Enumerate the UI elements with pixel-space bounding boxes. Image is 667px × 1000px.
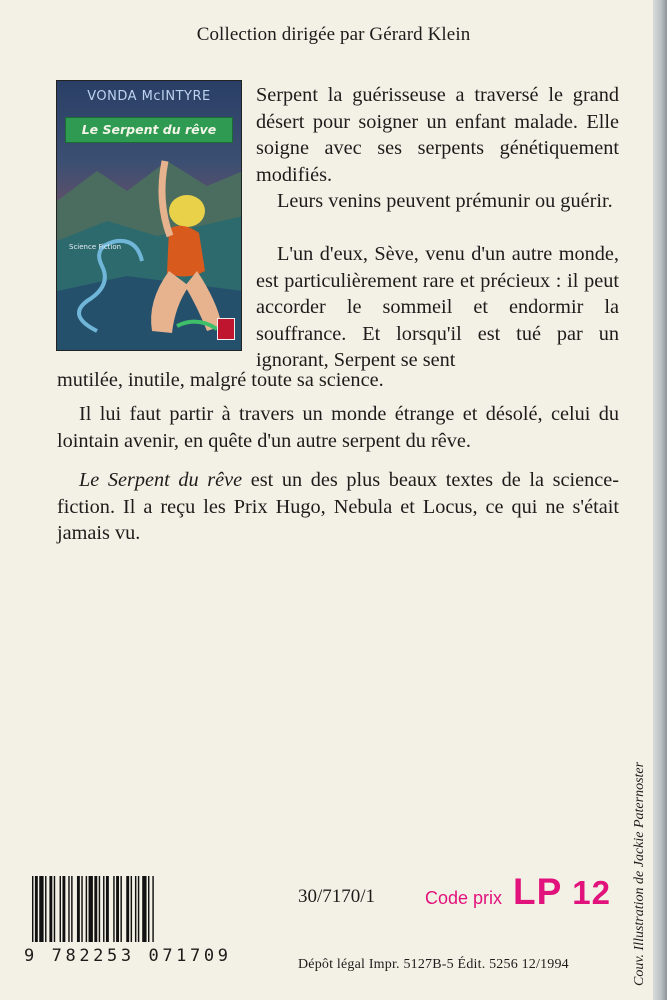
spine-edge bbox=[653, 0, 667, 1000]
collection-header: Collection dirigée par Gérard Klein bbox=[196, 24, 471, 45]
ean-digits: 9 782253 071709 bbox=[24, 946, 232, 966]
code-prix-label: Code prix bbox=[425, 888, 503, 908]
barcode-bar bbox=[148, 876, 149, 942]
synopsis-paragraph-5 bbox=[57, 467, 619, 547]
barcode-bar bbox=[94, 876, 97, 942]
barcode-bar bbox=[131, 876, 132, 942]
synopsis-paragraph-5-rest: est un des plus beaux textes de la science-fiction. Il a reçu les Prix Hugo, Nebula et Locus, ce qui ne s'était jamais vu. bbox=[57, 469, 620, 545]
price-number: 12 bbox=[572, 874, 611, 911]
barcode-bar bbox=[126, 876, 129, 942]
book-title-italic: Le Serpent du rêve bbox=[79, 469, 243, 491]
barcode-bar bbox=[77, 876, 80, 942]
synopsis-paragraph-3: L'un d'eux, Sève, venu d'un autre monde, est particulièrement rare et précieux : il peut accorder le sommeil et endormir la souffrance. Et lorsqu'il est tué par un ignorant, Serpent se sent bbox=[256, 243, 619, 372]
cover-credit: Couv. Illustration de Jackie Paternoster bbox=[632, 761, 647, 986]
synopsis-paragraph-3-end: mutilée, inutile, malgré toute sa science. bbox=[57, 369, 384, 391]
barcode-bar bbox=[106, 876, 109, 942]
barcode-bar bbox=[60, 876, 61, 942]
cover-thumbnail bbox=[56, 80, 242, 351]
barcode-bar bbox=[86, 876, 87, 942]
barcode-bar bbox=[49, 876, 52, 942]
barcode-bar bbox=[68, 876, 69, 942]
barcode-bar bbox=[35, 876, 38, 942]
barcode-bar bbox=[62, 876, 65, 942]
barcode-bar bbox=[89, 876, 93, 942]
barcode-bar bbox=[138, 876, 139, 942]
code-number: 30/7170/1 bbox=[298, 886, 376, 907]
barcode-bar bbox=[54, 876, 55, 942]
barcode-bar bbox=[142, 876, 146, 942]
cover-author: VONDA McINTYRE bbox=[87, 89, 211, 104]
publisher-logo bbox=[217, 318, 235, 340]
price-code bbox=[513, 871, 611, 913]
cover-series-label: Science Fiction bbox=[69, 243, 122, 251]
price-prefix: LP bbox=[513, 871, 563, 912]
barcode-bar bbox=[81, 876, 82, 942]
barcode-bar bbox=[135, 876, 136, 942]
barcode-bar bbox=[71, 876, 72, 942]
barcode-bar bbox=[103, 876, 104, 942]
cover-title: Le Serpent du rêve bbox=[65, 117, 233, 143]
synopsis-paragraph-4: Il lui faut partir à travers un monde étrange et désolé, celui du lointain avenir, en quête d'un autre serpent du rêve. bbox=[57, 403, 619, 452]
barcode bbox=[32, 876, 232, 948]
barcode-bar bbox=[113, 876, 114, 942]
barcode-bar bbox=[99, 876, 100, 942]
synopsis-paragraph-2: Leurs venins peuvent prémunir ou guérir. bbox=[277, 190, 613, 212]
barcode-bar bbox=[116, 876, 119, 942]
barcode-bar bbox=[45, 876, 46, 942]
synopsis-paragraph-1: Serpent la guérisseuse a traversé le grand désert pour soigner un enfant malade. Elle soigne avec ses serpents génétiquement modifiés. bbox=[256, 84, 619, 186]
barcode-bar bbox=[32, 876, 33, 942]
barcode-bar bbox=[120, 876, 121, 942]
barcode-bar bbox=[39, 876, 43, 942]
barcode-bar bbox=[152, 876, 153, 942]
depot-legal: Dépôt légal Impr. 5127B-5 Édit. 5256 12/1994 bbox=[298, 957, 569, 972]
